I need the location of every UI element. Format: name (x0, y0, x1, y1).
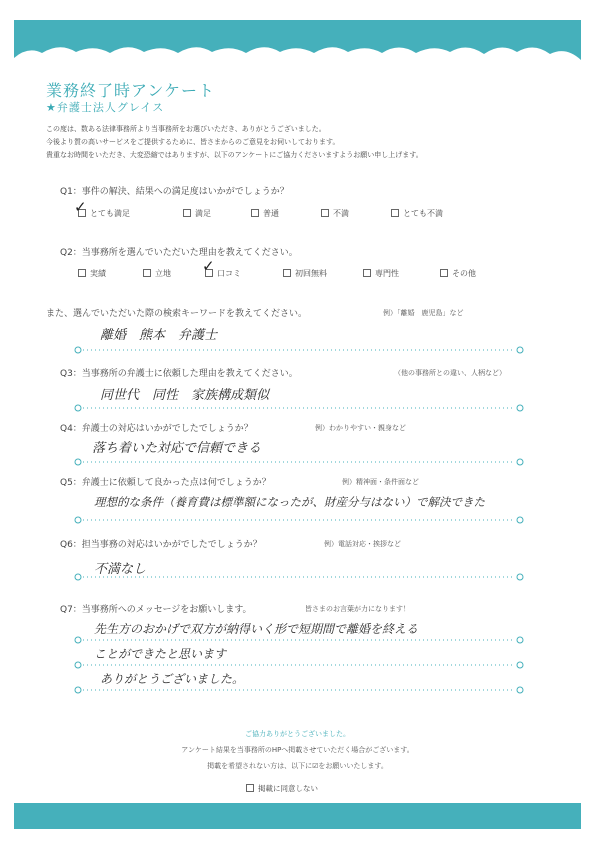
firm-name: ★弁護士法人グレイス (46, 101, 165, 114)
answer-line (74, 573, 524, 581)
intro-line: 今後より質の高いサービスをご提供するために、皆さまからのご意見をお伺いしております。 (46, 138, 340, 146)
answer-line (74, 686, 524, 694)
q3-answer: 同世代 同性 家族構成類似 (100, 388, 270, 403)
q5-example: 例）精神面・条件面など (342, 478, 419, 486)
checkbox[interactable] (391, 209, 399, 217)
q1-question: Q1：事件の解決、結果への満足度はいかがでしょうか？ (60, 187, 289, 197)
keyword-question: また、選んでいただいた際の検索キーワードを教えてください。 (46, 309, 308, 319)
q2-question: Q2：当事務所を選んでいただいた理由を教えてください。 (60, 248, 298, 258)
q1-option-very-dissatisfied[interactable]: とても不満 (391, 208, 443, 219)
q6-answer: 不満なし (94, 562, 147, 577)
q2-option-expertise[interactable]: 専門性 (363, 268, 399, 279)
q7-question: Q7：当事務所へのメッセージをお願いします。 (60, 605, 252, 615)
q3-example: （他の事務所との違い、人柄など） (394, 369, 506, 377)
answer-line (74, 404, 524, 412)
q5-question: Q5：弁護士に依頼して良かった点は何でしょうか？ (60, 478, 271, 488)
q6-example: 例）電話対応・挨拶など (324, 540, 401, 548)
q5-answer: 理想的な条件（養育費は標準額になったが、財産分与はない）で解決できた (94, 495, 485, 509)
checkbox[interactable] (321, 209, 329, 217)
answer-line (74, 661, 524, 669)
checkmark-icon: ✓ (202, 257, 215, 275)
q3-question: Q3：当事務所の弁護士に依頼した理由を教えてください。 (60, 369, 298, 379)
page-title: 業務終了時アンケート (46, 81, 216, 100)
checkbox[interactable] (363, 269, 371, 277)
q2-option-other[interactable]: その他 (440, 268, 476, 279)
checkbox[interactable] (143, 269, 151, 277)
q1-option-very-satisfied[interactable]: とても満足 (78, 208, 130, 219)
q7-example: 皆さまのお言葉が力になります！ (305, 605, 410, 613)
answer-line (74, 346, 524, 354)
intro-text (46, 123, 566, 162)
q7-answer-line-2: ことができたと思います (94, 647, 227, 661)
keyword-answer: 離婚 熊本 弁護士 (100, 328, 218, 343)
q1-option-neutral[interactable]: 普通 (251, 208, 279, 219)
q2-option-word-of-mouth[interactable]: 口コミ (205, 268, 241, 279)
checkbox[interactable] (78, 269, 86, 277)
q4-question: Q4：弁護士の対応はいかがでしたでしょうか？ (60, 424, 253, 434)
answer-line (74, 636, 524, 644)
q4-example: 例）わかりやすい・親身など (315, 424, 406, 432)
q2-option-free-consult[interactable]: 初回無料 (283, 268, 327, 279)
q2-option-track-record[interactable]: 実績 (78, 268, 106, 279)
publication-notice: アンケート結果を当事務所のHPへ掲載させていただく場合がございます。 (181, 746, 414, 754)
q7-answer-line-1: 先生方のおかげで双方が納得いく形で短期間で離婚を終える (94, 622, 419, 636)
q6-question: Q6：担当事務の対応はいかがでしたでしょうか？ (60, 540, 262, 550)
checkbox[interactable] (246, 784, 254, 792)
checkbox[interactable] (283, 269, 291, 277)
answer-line (74, 516, 524, 524)
optout-checkbox[interactable]: 掲載に同意しない (246, 783, 318, 794)
intro-line: この度は、数ある法律事務所より当事務所をお選びいただき、ありがとうございました。 (46, 125, 326, 133)
checkbox[interactable] (440, 269, 448, 277)
checkmark-icon: ✓ (74, 198, 87, 216)
q1-option-satisfied[interactable]: 満足 (183, 208, 211, 219)
answer-line (74, 458, 524, 466)
optout-instruction: 掲載を希望されない方は、以下に☑をお願いいたします。 (207, 762, 388, 770)
intro-line: 貴重なお時間をいただき、大変恐縮ではありますが、以下のアンケートにご協力くださいますようお願い申し上げます。 (46, 151, 423, 159)
q2-option-location[interactable]: 立地 (143, 268, 171, 279)
checkbox[interactable] (251, 209, 259, 217)
footer-band (14, 803, 581, 829)
q4-answer: 落ち着いた対応で信頼できる (92, 441, 262, 456)
q1-option-dissatisfied[interactable]: 不満 (321, 208, 349, 219)
keyword-example: 例）「離婚 鹿児島」など (383, 309, 464, 317)
q7-answer-line-3: ありがとうございました。 (100, 672, 245, 686)
thanks-text: ご協力ありがとうございました。 (245, 730, 350, 738)
header-cloud-band (14, 20, 581, 65)
checkbox[interactable] (183, 209, 191, 217)
